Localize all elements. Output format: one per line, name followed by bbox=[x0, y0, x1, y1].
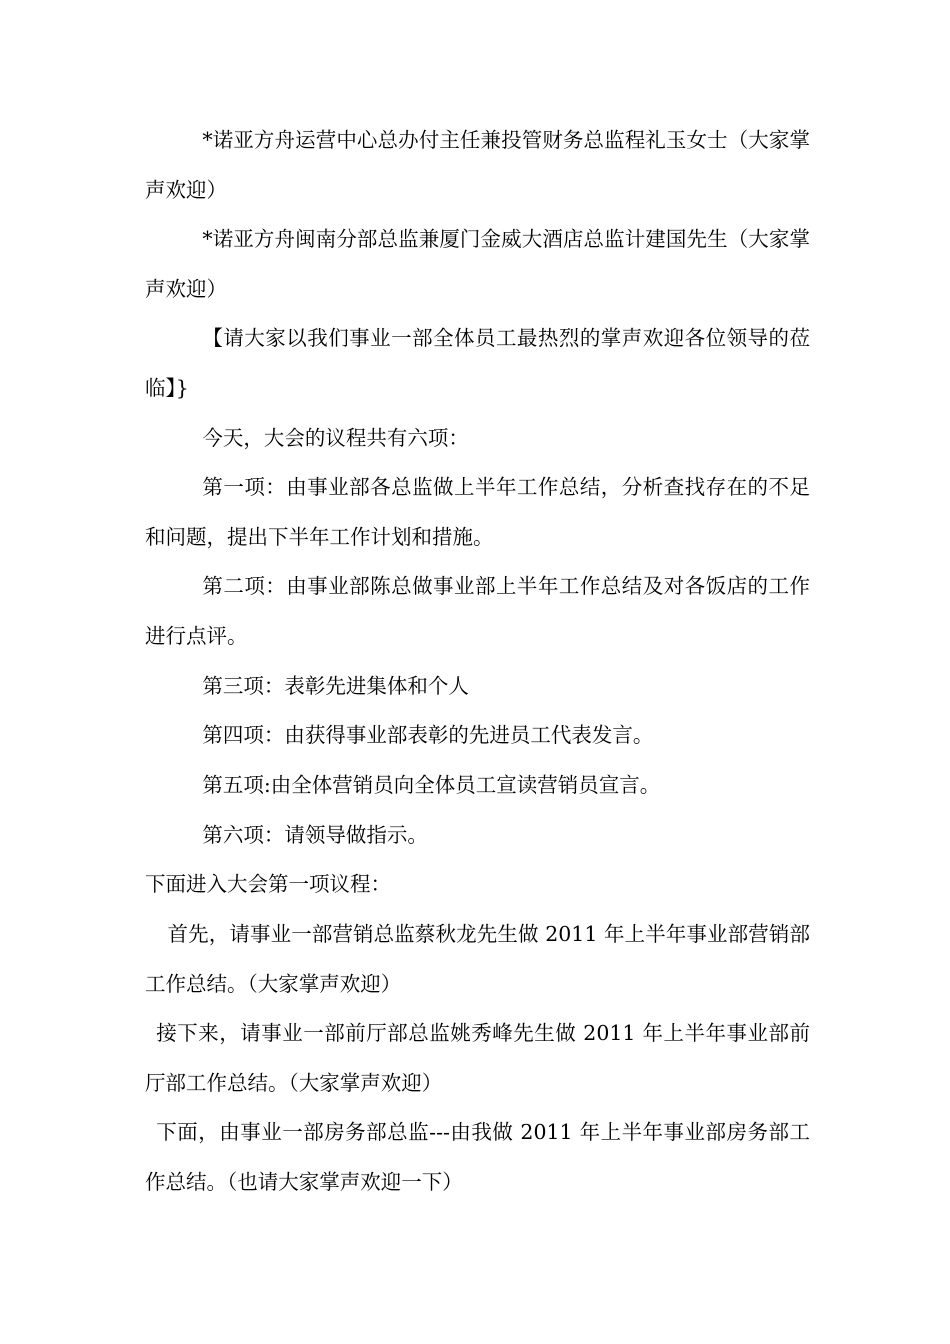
paragraph-agenda-intro: 今天，大会的议程共有六项： bbox=[202, 425, 469, 450]
paragraph-agenda-item-6: 第六项：请领导做指示。 bbox=[202, 822, 428, 847]
document-body bbox=[145, 116, 810, 1208]
paragraph-front-office-summary: 接下来，请事业一部前厅部总监姚秀峰先生做 2011 年上半年事业部前厅部工作总结。（大家掌声欢迎） bbox=[145, 1021, 810, 1095]
paragraph-agenda-item-5: 第五项:由全体营销员向全体员工宣读营销员宣言。 bbox=[202, 773, 661, 797]
paragraph-housekeeping-summary: 下面，由事业一部房务部总监---由我做 2011 年上半年事业部房务部工作总结。（也请大家掌声欢迎一下） bbox=[145, 1120, 810, 1194]
paragraph-welcome-applause: 【请大家以我们事业一部全体员工最热烈的掌声欢迎各位领导的莅临】} bbox=[145, 326, 810, 400]
paragraph-guest-cheng-liyu: *诺亚方舟运营中心总办付主任兼投管财务总监程礼玉女士（大家掌声欢迎） bbox=[145, 128, 810, 202]
paragraph-agenda-item-1: 第一项：由事业部各总监做上半年工作总结，分析查找存在的不足和问题，提出下半年工作计划和措施。 bbox=[145, 475, 810, 549]
paragraph-agenda-item-2: 第二项：由事业部陈总做事业部上半年工作总结及对各饭店的工作进行点评。 bbox=[145, 574, 810, 648]
paragraph-guest-ji-jianguo: *诺亚方舟闽南分部总监兼厦门金威大酒店总监计建国先生（大家掌声欢迎） bbox=[145, 227, 810, 301]
paragraph-first-agenda-start: 下面进入大会第一项议程： bbox=[145, 872, 391, 897]
paragraph-sales-summary: 首先，请事业一部营销总监蔡秋龙先生做 2011 年上半年事业部营销部工作总结。（大家掌声欢迎） bbox=[145, 922, 810, 996]
paragraph-agenda-item-3: 第三项：表彰先进集体和个人 bbox=[202, 673, 469, 698]
paragraph-agenda-item-4: 第四项：由获得事业部表彰的先进员工代表发言。 bbox=[202, 723, 654, 748]
